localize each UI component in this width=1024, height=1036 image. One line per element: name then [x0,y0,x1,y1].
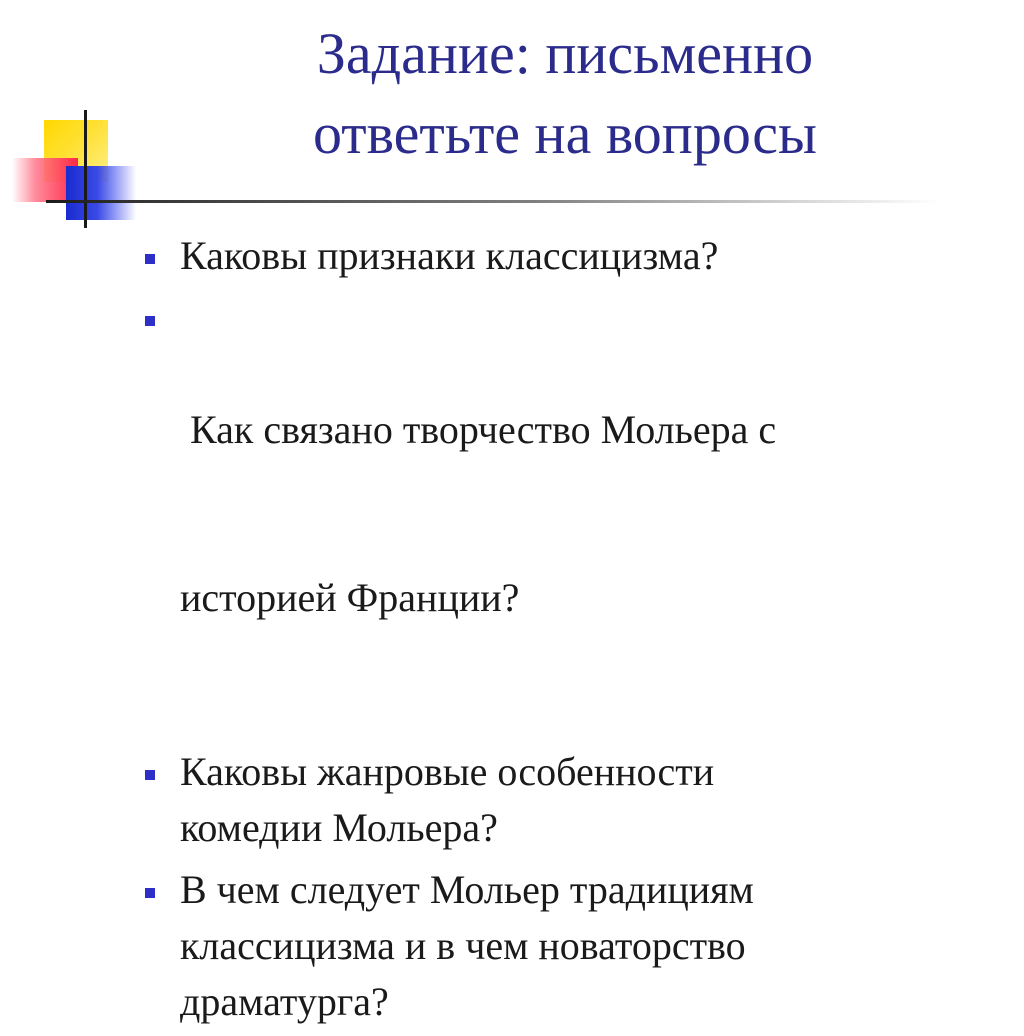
question-line: классицизма и в чем новаторство [180,923,746,968]
question-line: историей Франции? [180,575,520,620]
question-line: комедии Мольера? [180,805,498,850]
question-text [180,228,1002,284]
question-item [142,290,1002,738]
question-text [180,290,1002,738]
question-text [180,744,1002,856]
square-bullet-icon [145,888,155,898]
question-line: Каковы жанровые особенности [180,749,715,794]
question-list [142,228,1002,1036]
square-bullet-icon [145,316,155,326]
question-line: Каковы признаки классицизма? [180,233,719,278]
square-bullet-icon [145,770,155,780]
title-underline [46,200,940,203]
square-bullet-icon [145,254,155,264]
decor-blue-square [66,166,136,220]
question-item [142,228,1002,284]
question-text [180,862,1002,1030]
question-item [142,744,1002,856]
title-line-2: ответьте на вопросы [312,101,818,166]
title-line-1: Задание: письменно [316,21,814,86]
decor-vertical-line [84,110,87,228]
slide-title [150,14,980,174]
question-line: драматурга? [180,979,389,1024]
question-line: В чем следует Мольер традициям [180,867,754,912]
question-item [142,862,1002,1030]
question-line: Как связано творчество Мольера с [180,407,777,452]
